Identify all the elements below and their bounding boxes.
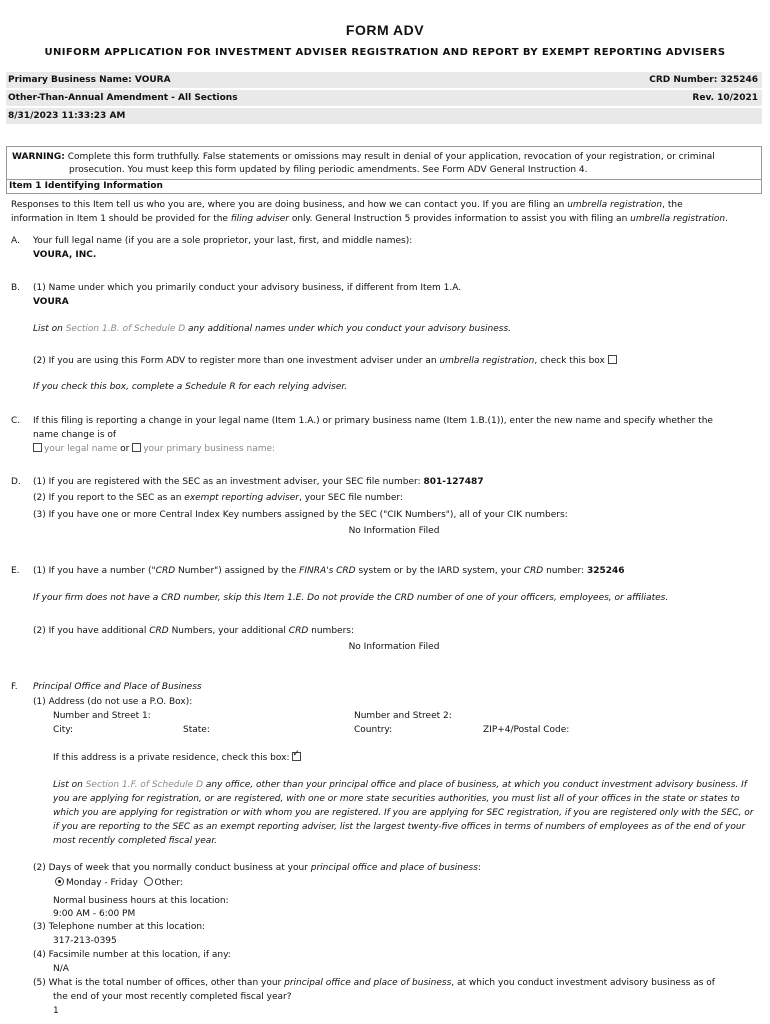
item-e-q1: (1) If you have a number ("CRD Number") assigned by the FINRA's CRD system or by the IARD system, your CRD number: 325246 bbox=[33, 566, 625, 576]
item-b-letter: B. bbox=[11, 283, 21, 293]
legal-name-checkbox[interactable] bbox=[33, 443, 42, 452]
schedule-d-1f-link[interactable]: Section 1.F. of Schedule D bbox=[85, 780, 203, 790]
phone-label: (3) Telephone number at this location: bbox=[33, 922, 206, 932]
city-label: City: bbox=[53, 725, 74, 735]
schedule-d-1b-link[interactable]: Section 1.B. of Schedule D bbox=[65, 324, 186, 334]
item-d-q2: (2) If you report to the SEC as an exempt reporting adviser, your SEC file number: bbox=[33, 493, 403, 503]
item-a-answer: VOURA, INC. bbox=[33, 250, 97, 260]
warning-label: WARNING: bbox=[12, 152, 65, 162]
meta-bar-1 bbox=[6, 72, 762, 88]
mon-fri-radio[interactable] bbox=[55, 877, 64, 886]
revision: Rev. 10/2021 bbox=[692, 93, 758, 103]
item-e-letter: E. bbox=[11, 566, 20, 576]
country-label: Country: bbox=[354, 725, 393, 735]
umbrella-checkbox[interactable] bbox=[608, 355, 617, 364]
item-c-letter: C. bbox=[11, 416, 21, 426]
state-label: State: bbox=[183, 725, 210, 735]
street1-label: Number and Street 1: bbox=[53, 711, 151, 721]
item-c-options: your legal name or your primary business name: bbox=[33, 443, 275, 454]
sec-file-number: 801-127487 bbox=[423, 477, 484, 487]
meta-bar-2 bbox=[6, 90, 762, 106]
item-f-list-line4: if you are reporting to the SEC as an exempt reporting adviser, list the largest twenty-five offices in terms of numbers of employees as of the end of your bbox=[53, 822, 746, 832]
days-options bbox=[55, 877, 183, 888]
item-f-list-line3: which you are applying for registration or with whom you are registered. If you are applying for SEC registration, if you are registered only with the SEC, or bbox=[53, 808, 754, 818]
item-e-q2: (2) If you have additional CRD Numbers, your additional CRD numbers: bbox=[33, 626, 354, 636]
other-days-label: Other: bbox=[154, 878, 183, 888]
offices-q-line1: (5) What is the total number of offices, other than your principal office and place of business, at which you conduct investment advisory business as of bbox=[33, 978, 715, 988]
item-f-letter: F. bbox=[11, 682, 18, 692]
item-f-list-line5: most recently completed fiscal year. bbox=[53, 836, 218, 846]
offices-value: 1 bbox=[53, 1006, 59, 1016]
timestamp: 8/31/2023 11:33:23 AM bbox=[8, 111, 126, 121]
item-b-q2: (2) If you are using this Form ADV to register more than one investment adviser under an umbrella registration, check this box bbox=[33, 355, 619, 366]
item1-heading-box bbox=[6, 179, 762, 194]
item-a-letter: A. bbox=[11, 236, 20, 246]
item-a-question: Your full legal name (if you are a sole proprietor, your last, first, and middle names): bbox=[33, 236, 413, 246]
crd-number-answer: 325246 bbox=[586, 566, 625, 576]
item1-intro-line2: information in Item 1 should be provided for the filing adviser only. General Instruction 5 provides information to assist you with filing an umbrella registration. bbox=[11, 214, 728, 224]
form-subtitle: UNIFORM APPLICATION FOR INVESTMENT ADVISER REGISTRATION AND REPORT BY EXEMPT REPORTING ADVISERS bbox=[44, 47, 726, 58]
primary-business-name: Primary Business Name: VOURA bbox=[8, 75, 171, 85]
item-d-q3: (3) If you have one or more Central Index Key numbers assigned by the SEC ("CIK Numbers"), all of your CIK numbers: bbox=[33, 510, 568, 520]
offices-q-line2: the end of your most recently completed fiscal year? bbox=[53, 992, 292, 1002]
mon-fri-label: Monday - Friday bbox=[66, 878, 138, 888]
primary-name-option: your primary business name: bbox=[143, 444, 276, 454]
warning-box bbox=[6, 146, 762, 180]
hours-label: Normal business hours at this location: bbox=[53, 896, 229, 906]
item-f-title: Principal Office and Place of Business bbox=[33, 682, 202, 692]
item-d-no-info: No Information Filed bbox=[348, 526, 440, 536]
fax-value: N/A bbox=[53, 964, 69, 974]
item1-heading: Item 1 Identifying Information bbox=[9, 181, 163, 191]
item-c-q-line2: name change is of bbox=[33, 430, 117, 440]
street2-label: Number and Street 2: bbox=[354, 711, 452, 721]
form-title: FORM ADV bbox=[345, 22, 425, 38]
primary-name-checkbox[interactable] bbox=[132, 443, 141, 452]
zip-label: ZIP+4/Postal Code: bbox=[483, 725, 570, 735]
crd-number: CRD Number: 325246 bbox=[649, 75, 758, 85]
item-f-days-q: (2) Days of week that you normally conduct business at your principal office and place of business: bbox=[33, 863, 481, 873]
item-b-q1: (1) Name under which you primarily conduct your advisory business, if different from Item 1.A. bbox=[33, 283, 462, 293]
private-residence-checkbox[interactable] bbox=[292, 752, 301, 761]
warning-text-2: prosecution. You must keep this form updated by filing periodic amendments. See Form ADV General Instruction 4. bbox=[69, 165, 588, 175]
phone-value: 317-213-0395 bbox=[53, 936, 117, 946]
warning-text-1: Complete this form truthfully. False statements or omissions may result in denial of your application, revocation of your registration, or criminal bbox=[67, 152, 715, 162]
legal-name-option: your legal name bbox=[44, 444, 118, 454]
hours-value: 9:00 AM - 6:00 PM bbox=[53, 909, 136, 919]
item-e-no-info: No Information Filed bbox=[348, 642, 440, 652]
fax-label: (4) Facsimile number at this location, if any: bbox=[33, 950, 231, 960]
item-d-letter: D. bbox=[11, 477, 21, 487]
meta-bar-3 bbox=[6, 108, 762, 124]
item-d-q1: (1) If you are registered with the SEC as an investment adviser, your SEC file number: 801-127487 bbox=[33, 477, 484, 487]
item-f-address-q: (1) Address (do not use a P.O. Box): bbox=[33, 697, 193, 707]
item-e-note: If your firm does not have a CRD number, skip this Item 1.E. Do not provide the CRD number of one of your officers, employees, or affiliates. bbox=[33, 593, 669, 603]
other-days-radio[interactable] bbox=[144, 877, 153, 886]
private-residence-row: If this address is a private residence, check this box: ✓ bbox=[53, 752, 303, 763]
amendment-type: Other-Than-Annual Amendment - All Sections bbox=[8, 93, 238, 103]
item-b-list-note: List on Section 1.B. of Schedule D any additional names under which you conduct your advisory business. bbox=[33, 324, 511, 334]
item1-intro-line1: Responses to this Item tell us who you are, where you are doing business, and how we can contact you. If you are filing an umbrella registration, the bbox=[11, 200, 683, 210]
item-c-q-line1: If this filing is reporting a change in your legal name (Item 1.A.) or primary business name (Item 1.B.(1)), enter the new name and specify whether the bbox=[33, 416, 713, 426]
item-f-list-line2: you are applying for registration, or are registered, with one or more state securities authorities, you must list all of your offices in the state or states to bbox=[53, 794, 740, 804]
item-f-list-line1: List on Section 1.F. of Schedule D any office, other than your principal office and place of business, at which you conduct investment advisory business. If bbox=[53, 780, 747, 790]
item-b-a1: VOURA bbox=[33, 297, 69, 307]
item-b-q2-note: If you check this box, complete a Schedule R for each relying adviser. bbox=[33, 382, 348, 392]
